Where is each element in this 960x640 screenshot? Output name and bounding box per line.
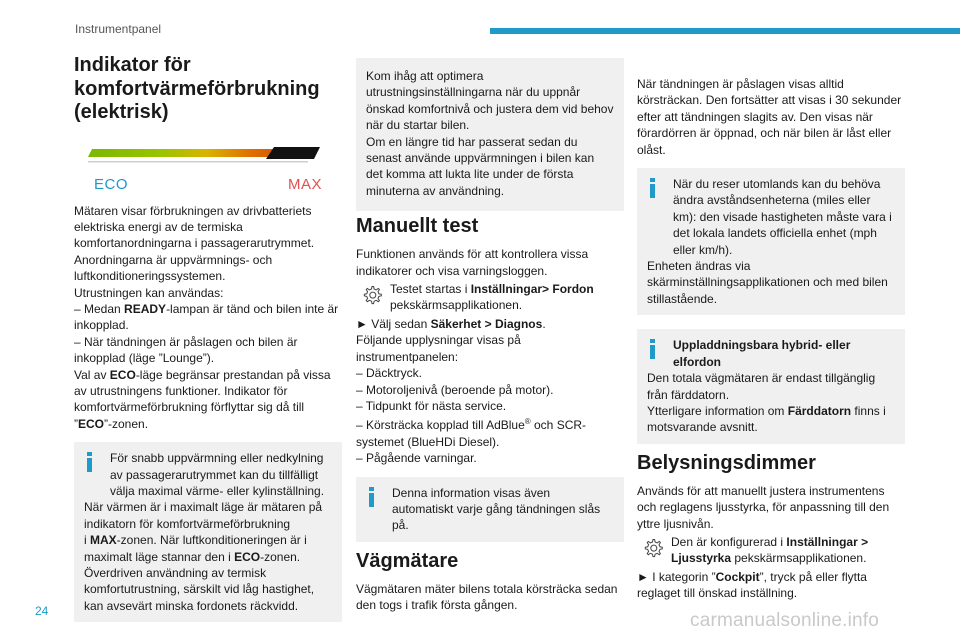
running-header: Instrumentpanel xyxy=(75,22,162,36)
section-title-odometer: Vägmätare xyxy=(356,549,459,572)
note-text: För snabb uppvärmning eller nedkylning av passagerarutrymmet kan du tillfälligt välja maximal värme- eller kylinställning. xyxy=(110,451,325,498)
settings-instruction xyxy=(356,281,624,314)
note-text: Enheten ändras via skärminställningsapplikationen och med bilen stillastående. xyxy=(647,259,888,306)
list-item: – När tändningen är påslagen och bilen är inkopplad (läge ”Lounge”). xyxy=(74,334,298,366)
paragraph: När tändningen är påslagen visas alltid körsträckan. Den fortsätter att visas i 30 sekunder efter att tändningen slagits av. Den visas när förardörren är öppnad, och när bilen är låst eller olåst. xyxy=(637,77,902,157)
note-text: När värmen är i maximalt läge är mätaren på indikatorn för komfortvärmeförbrukning xyxy=(84,500,323,531)
list-item: – Medan READY-lampan är tänd och bilen inte är inkopplad. xyxy=(74,301,339,333)
paragraph: Mätaren visar förbrukningen av drivbatteriets elektriska energi av de termiska komfortanordningarna i passagerarutrymmet. xyxy=(74,203,315,251)
column-3 xyxy=(637,50,905,602)
paragraph: Val av ECO-läge begränsar prestandan på vissa av utrustningens funktioner. Indikator för komfortvärmeförbrukning förflyttar sig då till ”ECO”-zonen. xyxy=(74,367,331,431)
info-icon xyxy=(649,339,657,359)
info-note xyxy=(637,329,905,443)
info-note xyxy=(356,477,624,542)
settings-text: Testet startas i Inställningar> Fordon pekskärmsapplikationen. xyxy=(390,282,594,313)
list-item: – Tidpunkt för nästa service. xyxy=(356,398,507,413)
info-note xyxy=(74,442,342,622)
list-item: – Motoroljenivå (beroende på motor). xyxy=(356,382,554,397)
info-icon xyxy=(86,452,94,472)
section-title-manual-test: Manuellt test xyxy=(356,215,479,238)
info-note-continued xyxy=(356,58,624,211)
section-title-comfort-indicator: Indikator för komfortvärmeförbrukning (elektrisk) xyxy=(74,54,320,123)
step-instruction: ► Välj sedan Säkerhet > Diagnos. xyxy=(356,316,546,331)
paragraph: Funktionen används för att kontrollera vissa indikatorer och visa varningsloggen. xyxy=(356,247,589,278)
settings-text: Den är konfigurerad i Inställningar > Ljusstyrka pekskärmsapplikationen. xyxy=(671,534,869,566)
header-accent-bar xyxy=(490,28,960,34)
list-item: – Däcktryck. xyxy=(356,366,423,381)
note-text: Den totala vägmätaren är endast tillgänglig från färddatorn. xyxy=(647,371,876,402)
column-1 xyxy=(74,50,342,630)
paragraph: Anordningarna är uppvärmnings- och luftkonditioneringssystemen. xyxy=(74,252,273,284)
list-item: – Pågående varningar. xyxy=(356,451,477,466)
paragraph: Används för att manuellt justera instrumentens och reglagens ljusstyrka, för anpassning till den yttre ljusnivån. xyxy=(637,483,890,531)
paragraph: Följande upplysningar visas på instrumentpanelen: xyxy=(356,333,521,364)
note-title: Uppladdningsbara hybrid- eller elfordon xyxy=(673,338,851,369)
note-text: Ytterligare information om Färddatorn finns i motsvarande avsnitt. xyxy=(647,403,886,435)
note-text: Överdriven användning av termisk komfortutrustning, särskilt vid låg hastighet, kan avsevärt minska fordonets räckvidd. xyxy=(84,566,315,613)
column-2 xyxy=(356,50,624,614)
note-text: Kom ihåg att optimera utrustningsinställningarna när du uppnår önskad komfortnivå och justera dem vid behov när du startar bilen. xyxy=(366,69,614,133)
gear-icon xyxy=(641,536,665,560)
page-number: 24 xyxy=(35,604,49,618)
note-text: i MAX-zonen. När luftkonditioneringen är i maximalt läge stannar den i ECO-zonen. xyxy=(84,533,307,564)
paragraph: Utrustningen kan användas: xyxy=(74,285,224,300)
note-text: Om en längre tid har passerat sedan du senast använde uppvärmningen i bilen kan det komma att lukta lite under de första minuterna av användning. xyxy=(366,134,595,198)
settings-instruction xyxy=(637,534,905,567)
section-title-dimmer: Belysningsdimmer xyxy=(637,451,816,474)
watermark: carmanualsonline.info xyxy=(690,610,880,631)
list-item: – Körsträcka kopplad till AdBlue® och SCR-systemet (BlueHDi Diesel). xyxy=(356,417,587,449)
comfort-gauge-illustration xyxy=(74,137,342,197)
note-text: När du reser utomlands kan du behöva ändra avståndsenheterna (miles eller km): den visade hastigheten måste vara i det lokala landets officiella enhet (mph eller km/h). xyxy=(673,177,892,257)
gauge-max-label: MAX xyxy=(287,175,322,193)
gauge-bar-icon xyxy=(74,137,322,177)
info-note xyxy=(637,168,905,315)
paragraph: Vägmätaren mäter bilens totala körsträcka sedan den togs i trafik första gången. xyxy=(356,581,618,613)
step-instruction: ► I kategorin ”Cockpit”, tryck på eller flytta reglaget till önskad inställning. xyxy=(637,569,867,601)
gauge-eco-label: ECO xyxy=(94,175,129,193)
info-icon xyxy=(649,178,657,198)
info-icon xyxy=(368,487,376,507)
gear-icon xyxy=(360,283,384,307)
note-text: Denna information visas även automatiskt varje gång tändningen slås på. xyxy=(392,485,601,533)
